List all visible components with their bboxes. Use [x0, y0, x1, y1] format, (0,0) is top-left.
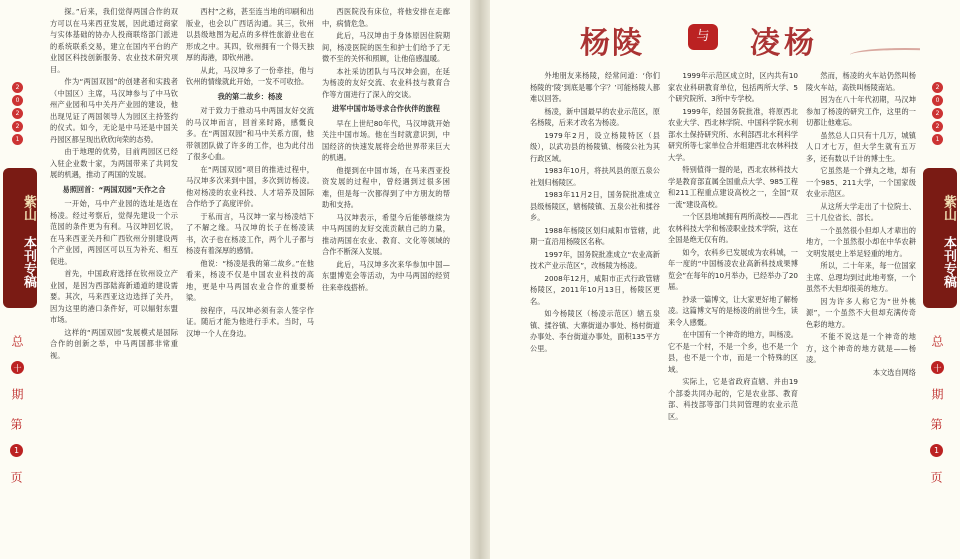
paragraph: 按程序，马汉坤必须有亲人签字作证。随后才能为他进行手术。当时，马汉坤一个人在身边。	[186, 305, 314, 338]
paragraph: 因为在八十年代初期，马汉坤参加了杨凌的研究工作，这里的一切都让他难忘。	[806, 95, 916, 127]
paragraph: 1997年，国务院批准成立“农业高新技术产业示范区”，改杨陵为杨凌。	[530, 249, 660, 270]
paragraph: 马汉坤表示，希望今后能够继续为中马两国的友好交流贡献自己的力量，推动两国在农业、教育、文化等领域的合作不断深入发展。	[322, 212, 450, 256]
issue-prefix: 总	[10, 335, 24, 347]
paragraph: 一开始，马中产业园的选址是选在杨凌。经过考察后，觉得先建设一个示范园的条件更为有利。马汉坤回忆说，在马来西亚关丹和广西钦州分别建设两个产业园，两园区可以互为补充、相互促进。	[50, 199, 178, 266]
section-tab	[923, 168, 957, 308]
page-prefix: 第	[9, 418, 23, 430]
paragraph: 从这所大学走出了十位院士、三十几位省长、部长。	[806, 201, 916, 222]
title-right: 凌杨	[750, 26, 818, 61]
article-column	[186, 6, 314, 556]
issue-dots	[932, 80, 946, 147]
dot: 2	[932, 121, 943, 132]
dot: 1	[12, 134, 23, 145]
issue-suffix: 期	[10, 388, 24, 400]
paragraph: 1999年示范区成立时，区内共有10家农业科研教育单位，包括两所大学、5个研究院所、3所中专学校。	[668, 71, 798, 103]
paragraph: 本社采访团队与马汉坤会面，在延为杨凌的友好交流、农业科技与教育合作等方面进行了深入的交谈。	[322, 66, 450, 99]
dot: 2	[12, 121, 23, 132]
paragraph: 因为许多人称它为“世外桃源”，一个虽然不大但却充满传奇色彩的地方。	[806, 296, 916, 329]
issue-num: 十	[931, 361, 944, 374]
paragraph: 如今杨陵区（杨凌示范区）辖五泉镇、揉谷镇、大寨街道办事处、杨村街道办事处、李台街道办事处，面积135平方公里。	[530, 309, 660, 353]
right-page	[490, 0, 960, 559]
right-side-tab	[920, 0, 960, 559]
page-num: 1	[932, 446, 941, 455]
title-left: 杨陵	[580, 26, 644, 61]
dot: 2	[932, 82, 943, 93]
left-side-tab	[0, 0, 40, 559]
paragraph: 然而，杨凌的火车站仍然叫杨陵火车站，高铁叫杨陵南站。	[806, 71, 916, 92]
book-gutter	[470, 0, 490, 559]
paragraph: 实际上，它是省政府直辖、并由19个部委共同办起的，它是农业部、教育部、科技部等部门共同管理的农业示范区。	[668, 377, 798, 421]
paragraph: 对于致力于推动马中两国友好交流的马汉坤而言，回首来时路，感慨良多。在“两国双园”和马中关系方面，他带领团队做了许多的工作，也为此付出了很多心血。	[186, 106, 314, 161]
paragraph: 早在上世纪80年代，马汉坤就开始关注中国市场。他在当时就意识到，中国经济的快速发展将会给世界带来巨大的机遇。	[322, 118, 450, 162]
section-tab	[3, 168, 37, 308]
paragraph: 1979年2月，设立杨陵特区（县级），以武功县的杨陵镇、杨陵公社为其行政区域。	[530, 130, 660, 163]
paragraph: 1999年，经国务院批准，将原西北农业大学、西北林学院、中国科学院水利部水土保持研究所、水利部西北水利科学研究所等七家单位合并组建西北农林科技大学。	[668, 106, 798, 162]
section-label: 本刊专稿	[21, 235, 36, 288]
paragraph: 一个区县地域拥有两所高校——西北农林科技大学和杨凌职业技术学院，这在全国是绝无仅有的。	[668, 212, 798, 244]
paragraph: 1988年杨陵区划归咸阳市管辖，此期一直沿用杨陵区名称。	[530, 225, 660, 246]
section-subtitle: 进军中国市场寻求合作伙伴的旅程	[332, 104, 440, 113]
page-suffix: 页	[9, 471, 23, 483]
paragraph: 由于地理的优势，目前两园区已经入驻企业数十家，为两国带来了共同发展的机遇，推动了两国的发展。	[50, 147, 178, 179]
left-page	[0, 0, 470, 559]
paragraph: 特别值得一提的是，西北农林科技大学是教育部直属全国重点大学、985工程和211工程重点建设高校之一，全国“双一流”建设高校。	[668, 165, 798, 209]
dot: 2	[932, 108, 943, 119]
issue-number	[10, 335, 24, 400]
magazine-label: 紫山	[21, 194, 36, 221]
page-num: 1	[12, 446, 21, 455]
paragraph: 一个虽然很小但却人才辈出的地方，一个虽然很小却在中华农耕文明发展史上举足轻重的地方。	[806, 225, 916, 258]
title-seal: 与	[688, 24, 718, 50]
section-label: 本刊专稿	[941, 235, 956, 288]
paragraph: 抄录一篇博文，让大家更好地了解杨凌。这篇博文写的是杨凌的前世今生，读来令人感慨。	[668, 294, 798, 327]
paragraph: 如今，农科乡已发展成为农科城，一年一度的“中国杨凌农业高新科技成果博览会”在每年的10月举办，已经举办了20届。	[668, 247, 798, 291]
title-banner	[550, 8, 950, 64]
paragraph: 作为“两国双园”的创建者和实践者（中国区）主席，马汉坤参与了中马钦州产业园和马中关丹产业园的建设，他出现见证了两国领导人为园区主持签约的仪式。如今，无论是中马还是中国关丹园区都呈现出欣欣向荣的态势。	[50, 77, 178, 144]
paragraph: 外地朋友来杨陵，经常问道：‘你们杨陵的‘陵’到底是哪个字？’可能杨陵人都难以回答。	[530, 71, 660, 103]
dot: 0	[12, 95, 23, 106]
dot: 2	[12, 82, 23, 93]
magazine-label: 紫山	[941, 194, 956, 221]
page-number	[9, 418, 23, 483]
paragraph: 此后，马汉坤由于身体原因住院期间，杨凌医院的医生和护士们给予了无微不至的关怀和照顾，让他倍感温暖。	[322, 31, 450, 63]
issue-num: 十	[11, 361, 24, 374]
article-column	[806, 70, 916, 555]
paragraph: 它虽然是一个弹丸之地，却有一个985、211大学，一个国家级农业示范区。	[806, 166, 916, 198]
paragraph: 虽然总人口只有十几万，城镇人口才七万，但大学生就有五万多，还有数以千计的博士生。	[806, 130, 916, 163]
article-column	[668, 70, 798, 555]
paragraph: 1983年10月，将扶风县的原五泉公社划归杨陵区。	[530, 166, 660, 187]
source-note: 本文选自网络	[872, 367, 916, 377]
paragraph: 探。”后来，我们觉得两国合作的双方可以在马来西亚发展，因此通过商家与实体基础的协办人投商联络部门派进的系统联系交易，建立在国内平台的产业园区科技创新服务、农业技术研究项目。	[50, 7, 178, 74]
paragraph: 他提到在中国市场，在马来西亚投资发展的过程中，曾经遇到过很多困难，但是每一次都得到了中方朋友的帮助和支持。	[322, 165, 450, 209]
dot: 1	[932, 134, 943, 145]
paragraph: 从此，马汉坤多了一份牵挂，他与钦州的情缘就此开始，一发不可收拾。	[186, 65, 314, 86]
paragraph: 杨凌，新中国最早的农业示范区，原名杨陵，后来才改名为杨凌。	[530, 106, 660, 127]
paragraph: 1983年11月2日，国务院批准成立县级杨陵区，辖杨陵镇、五泉公社和揉谷乡。	[530, 190, 660, 222]
paragraph: 所以，二十年来，每一位国家主席、总理均到过此地考察，一个虽然不大但却很美的地方。	[806, 261, 916, 293]
article-column	[50, 6, 178, 556]
paragraph: 这样的“两国双园”发展模式是国际合作的创新之举，中马两国都非常重视。	[50, 327, 178, 360]
section-subtitle: 我的第二故乡：杨凌	[217, 91, 283, 101]
paragraph: 西村”之称，甚至连当地的印刷和出版业，也会以广西话沟通。其三，钦州以县级地图为起点的多样性旅游业也在形成之中。其四，钦州拥有一个得天独厚的海港，即钦州港。	[186, 7, 314, 62]
paragraph: 不能不说这是一个神奇的地方，这个神奇的地方就是——杨凌。	[806, 332, 916, 364]
paragraph: 2008年12月，咸阳市正式行政管辖杨陵区，2011年10月13日，杨陵区更名。	[530, 273, 660, 306]
page-number	[929, 418, 943, 483]
dot: 2	[12, 108, 23, 119]
dot: 0	[932, 95, 943, 106]
paragraph: 首先，中国政府选择在钦州设立产业园，是因为西部陆海新通道的建设需要。其次，马来西亚这边选择了关丹，因为这里的港口条件好，可以辐射东盟市场。	[50, 269, 178, 324]
paragraph: 于私而言，马汉坤一家与杨凌结下了不解之缘。马汉坤的长子在杨凌读书，次子也在杨凌工作，两个儿子都与杨凌有着深厚的感情。	[186, 211, 314, 255]
paragraph: 西医院没有床位，将他安排在走廊中，病情危急。	[322, 7, 450, 28]
issue-number	[930, 335, 944, 400]
page-suffix: 页	[929, 471, 943, 483]
paragraph: 在“两国双园”项目的推进过程中，马汉坤多次来到中国，多次到访杨凌。他对杨凌的农业科技、人才培养及国际合作给予了高度评价。	[186, 164, 314, 208]
page-prefix: 第	[929, 418, 943, 430]
article-column	[322, 6, 450, 556]
paragraph: 在中国有一个神奇的地方，叫杨凌。它不是一个村，不是一个乡，也不是一个县，也不是一个市，而是一个特殊的区域。	[668, 330, 798, 374]
paragraph: 此后，马汉坤多次来华参加中国—东盟博览会等活动，为中马两国的经贸往来牵线搭桥。	[322, 259, 450, 292]
issue-dots	[12, 80, 26, 147]
paragraph: 他说：“杨凌是我的第二故乡。”在他看来，杨凌不仅是中国农业科技的高地，更是中马两国农业合作的重要桥梁。	[186, 258, 314, 302]
section-subtitle: 易照回首：“两国双园”天作之合	[62, 184, 166, 194]
issue-prefix: 总	[930, 335, 944, 347]
issue-suffix: 期	[930, 388, 944, 400]
article-column	[530, 70, 660, 555]
